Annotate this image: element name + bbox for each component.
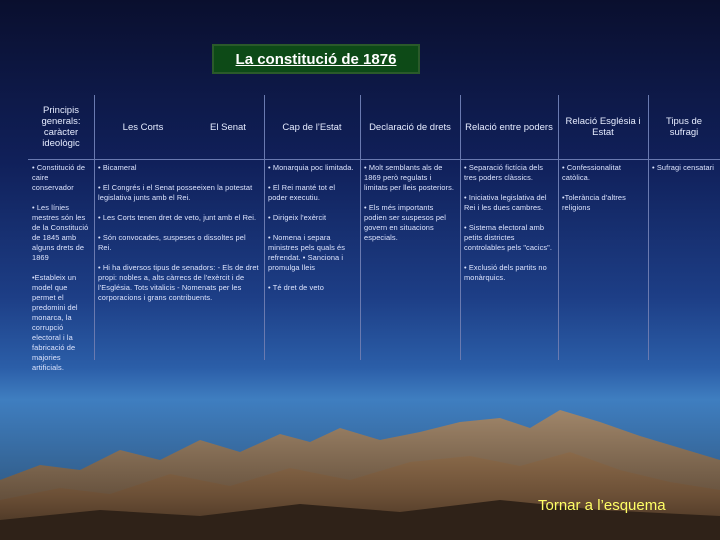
column-body xyxy=(264,159,360,360)
list-item: • Les línies mestres són les de la Constitució de 1845 amb alguns drets de 1869 xyxy=(32,203,89,262)
list-item: • Té dret de veto xyxy=(268,283,324,292)
constitution-table xyxy=(28,95,720,372)
list-item: • Monarquia poc limitada. xyxy=(268,163,354,172)
list-item: •Estableix un model que permet el predomini del monarca, la corrupció electoral i la fabricació de majories artificials. xyxy=(32,273,78,372)
list-item: • Constitució de caire conservador xyxy=(32,163,86,192)
column-body xyxy=(648,159,720,360)
list-item: • Els més importants podien ser suspesos pel govern en situacions especials. xyxy=(364,203,447,242)
column-header: Relació Església i Estat xyxy=(565,116,641,138)
list-item: • Nomena i separa ministres pels quals és refrendat. • Sanciona i promulga lleis xyxy=(268,233,346,272)
list-item: • Dirigeix l'exèrcit xyxy=(268,213,327,222)
column-body xyxy=(28,159,94,372)
list-item: • Bicameral xyxy=(98,163,137,172)
list-item: • Sistema electoral amb petits districtes controlables pels "cacics". xyxy=(464,223,553,252)
column-header: Declaració de drets xyxy=(369,121,451,133)
list-item: •Tolerància d'altres religions xyxy=(562,193,626,212)
list-item: • El Congrés i el Senat posseeixen la potestat legislativa junts amb el Rei. xyxy=(98,183,253,202)
column-body xyxy=(94,159,264,360)
column-suffrage xyxy=(648,95,720,360)
column-rights xyxy=(360,95,460,360)
column-header: Tipus de sufragi xyxy=(665,116,703,138)
page-title: La constitució de 1876 xyxy=(235,50,397,68)
title-box xyxy=(212,44,420,74)
list-item: • Hi ha diversos tipus de senadors: - Els de dret propi: nobles a, alts càrrecs de l'exèrcit i de l'Església. Tots vitalicis - Nomenats per les corporacions i grans contribuents. xyxy=(98,263,259,302)
list-item: • Iniciativa legislativa del Rei i les dues cambres. xyxy=(464,193,547,212)
column-body xyxy=(460,159,558,360)
column-principles xyxy=(28,95,94,372)
column-corts-body xyxy=(94,95,264,360)
list-item: • El Rei manté tot el poder executiu. xyxy=(268,183,336,202)
column-powers xyxy=(460,95,558,360)
column-header: Principis generals: caràcter ideològic xyxy=(41,105,81,149)
list-item: • Confessionalitat catòlica. xyxy=(562,163,622,182)
column-header: Relació entre poders xyxy=(465,121,553,133)
list-item: • Les Corts tenen dret de veto, junt amb el Rei. xyxy=(98,213,257,222)
column-body xyxy=(360,159,460,360)
column-church-state xyxy=(558,95,648,360)
column-head-of-state xyxy=(264,95,360,360)
mountain-landscape xyxy=(0,370,720,540)
list-item: • Molt semblants als de 1869 però regulats i limitats per lleis posteriors. xyxy=(364,163,455,192)
list-item: • Sufragi censatari xyxy=(652,163,714,172)
list-item: • Són convocades, suspeses o dissoltes pel Rei. xyxy=(98,233,246,252)
column-header: El Senat xyxy=(210,121,246,133)
list-item: • Separació fictícia dels tres poders clàssics. xyxy=(464,163,544,182)
list-item: • Exclusió dels partits no monàrquics. xyxy=(464,263,547,282)
column-header: Cap de l’Estat xyxy=(282,121,342,133)
column-body xyxy=(558,159,648,360)
column-header: Les Corts xyxy=(122,121,164,133)
back-to-outline-link[interactable]: Tornar a l’esquema xyxy=(538,497,666,514)
